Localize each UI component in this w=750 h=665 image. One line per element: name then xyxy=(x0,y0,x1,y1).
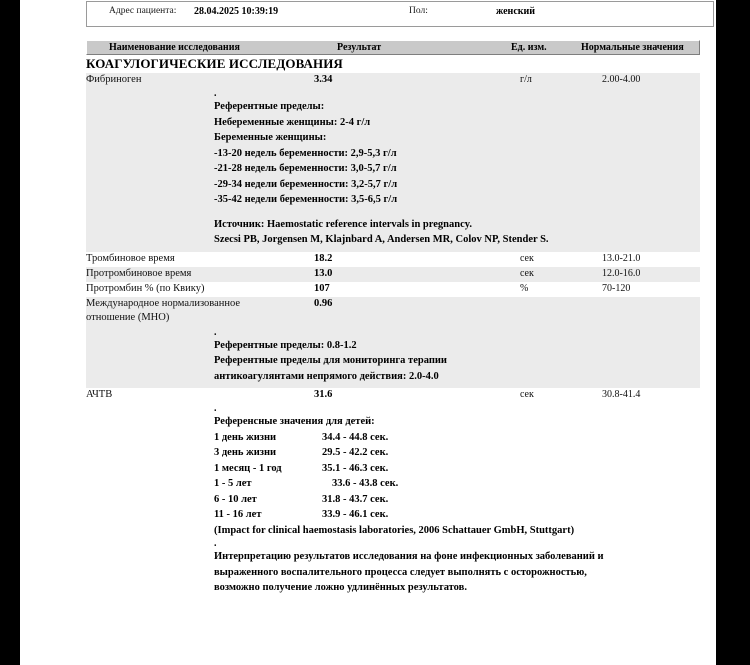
test-name: Протромбин % (по Квику) xyxy=(86,282,205,294)
row-main xyxy=(86,297,700,327)
test-result: 18.2 xyxy=(314,252,333,264)
patient-address-label: Адрес пациента: xyxy=(109,6,177,16)
column-header-name: Наименование исследования xyxy=(109,42,240,53)
note-weeks-29-34: -29-34 недели беременности: 3,2-5,7 г/л xyxy=(214,178,398,190)
table-header-row xyxy=(86,40,700,55)
interpretation-line-3: возможно получение ложно удлинённых результатов. xyxy=(214,582,467,593)
test-unit: % xyxy=(520,282,529,294)
aptt-note-title: Референсные значения для детей: xyxy=(214,416,375,427)
note-bullet: . xyxy=(214,88,217,99)
table-row xyxy=(86,282,700,297)
table-row xyxy=(86,252,700,267)
inr-note-limits: Референтные пределы: 0.8-1.2 xyxy=(214,339,357,351)
row-main xyxy=(86,252,700,267)
pediatric-value: 34.4 - 44.8 сек. xyxy=(322,431,389,443)
test-result: 107 xyxy=(314,282,330,294)
test-norm: 13.0-21.0 xyxy=(602,252,641,264)
note-spacer xyxy=(214,208,700,217)
patient-address-value: 28.04.2025 10:39:19 xyxy=(194,6,279,17)
test-name: Фибриноген xyxy=(86,74,142,85)
note-weeks-13-20: -13-20 недель беременности: 2,9-5,3 г/л xyxy=(214,147,397,159)
results-table xyxy=(86,40,700,600)
test-unit: сек xyxy=(520,389,534,400)
note-pregnant-title: Беременные женщины: xyxy=(214,132,327,143)
test-result: 0.96 xyxy=(314,297,333,309)
note-source-authors: Szecsi PB, Jorgensen M, Klajnbard A, Andersen MR, Colov NP, Stender S. xyxy=(214,234,549,245)
pediatric-age: 11 - 16 лет xyxy=(214,509,262,520)
pediatric-age: 1 - 5 лет xyxy=(214,478,252,489)
note-source-title: Источник: Haemostatic reference intervals in pregnancy. xyxy=(214,218,473,230)
test-unit: сек xyxy=(520,252,534,264)
test-name: АЧТВ xyxy=(86,389,113,400)
test-name-line2: отношение (МНО) xyxy=(86,311,170,323)
test-result: 3.34 xyxy=(314,74,333,85)
note-title: Референтные пределы: xyxy=(214,101,325,112)
patient-sex-value: женский xyxy=(496,6,536,17)
test-name: Протромбиновое время xyxy=(86,267,192,279)
pediatric-value: 33.9 - 46.1 сек. xyxy=(322,509,389,520)
table-row xyxy=(86,267,700,282)
test-norm: 70-120 xyxy=(602,282,631,294)
row-main xyxy=(86,282,700,297)
pediatric-row xyxy=(214,492,700,508)
pediatric-row xyxy=(214,461,700,477)
patient-info-row xyxy=(87,6,713,20)
table-row xyxy=(86,297,700,389)
pediatric-age: 1 месяц - 1 год xyxy=(214,462,282,474)
inr-reference-note xyxy=(86,327,700,389)
column-header-result: Результат xyxy=(337,42,382,53)
pediatric-value: 33.6 - 43.8 сек. xyxy=(332,478,399,489)
inr-note-monitoring-2: антикоагулянтами непрямого действия: 2.0-4.0 xyxy=(214,370,439,382)
column-header-unit: Ед. изм. xyxy=(511,42,547,53)
pediatric-row xyxy=(214,507,700,523)
test-result: 31.6 xyxy=(314,389,333,400)
row-main xyxy=(86,267,700,282)
note-bullet: . xyxy=(214,403,217,414)
test-result: 13.0 xyxy=(314,267,333,279)
row-main xyxy=(86,388,700,403)
pediatric-row xyxy=(214,445,700,461)
table-row xyxy=(86,73,700,252)
interpretation-line-2: выраженного воспалительного процесса следует выполнять с осторожностью, xyxy=(214,566,587,578)
section-title: КОАГУЛОГИЧЕСКИЕ ИССЛЕДОВАНИЯ xyxy=(86,55,700,73)
note-bullet: . xyxy=(214,326,217,338)
fibrinogen-reference-note xyxy=(86,88,700,252)
test-norm: 30.8-41.4 xyxy=(602,389,641,400)
pediatric-value: 35.1 - 46.3 сек. xyxy=(322,462,389,474)
test-name: Тромбиновое время xyxy=(86,252,175,264)
column-header-norm: Нормальные значения xyxy=(581,42,684,53)
note-bullet-2: . xyxy=(214,538,217,549)
note-nonpregnant: Небеременные женщины: 2-4 г/л xyxy=(214,116,371,128)
pediatric-age: 1 день жизни xyxy=(214,431,277,443)
pediatric-age: 6 - 10 лет xyxy=(214,493,257,505)
pediatric-value: 31.8 - 43.7 сек. xyxy=(322,493,389,505)
pediatric-row xyxy=(214,476,700,492)
note-weeks-21-28: -21-28 недель беременности: 3,0-5,7 г/л xyxy=(214,163,397,174)
report-page xyxy=(20,0,716,665)
aptt-reference-note xyxy=(86,403,700,600)
pediatric-row xyxy=(214,430,700,446)
interpretation-line-1: Интерпретацию результатов исследования на фоне инфекционных заболеваний и xyxy=(214,551,604,562)
inr-note-monitoring-1: Референтные пределы для мониторинга терапии xyxy=(214,355,447,366)
test-norm: 12.0-16.0 xyxy=(602,267,641,279)
test-name: Международное нормализованное xyxy=(86,297,241,309)
note-weeks-35-42: -35-42 недели беременности: 3,5-6,5 г/л xyxy=(214,194,398,205)
pediatric-age: 3 день жизни xyxy=(214,447,277,458)
pediatric-value: 29.5 - 42.2 сек. xyxy=(322,447,389,458)
patient-info-box xyxy=(86,1,714,27)
table-row xyxy=(86,388,700,600)
aptt-citation: (Impact for clinical haemostasis laboratories, 2006 Schattauer GmbH, Stuttgart) xyxy=(214,524,575,536)
test-unit: г/л xyxy=(520,74,532,85)
row-main xyxy=(86,73,700,88)
test-norm: 2.00-4.00 xyxy=(602,74,641,85)
patient-sex-label: Пол: xyxy=(409,6,428,16)
test-unit: сек xyxy=(520,267,534,279)
